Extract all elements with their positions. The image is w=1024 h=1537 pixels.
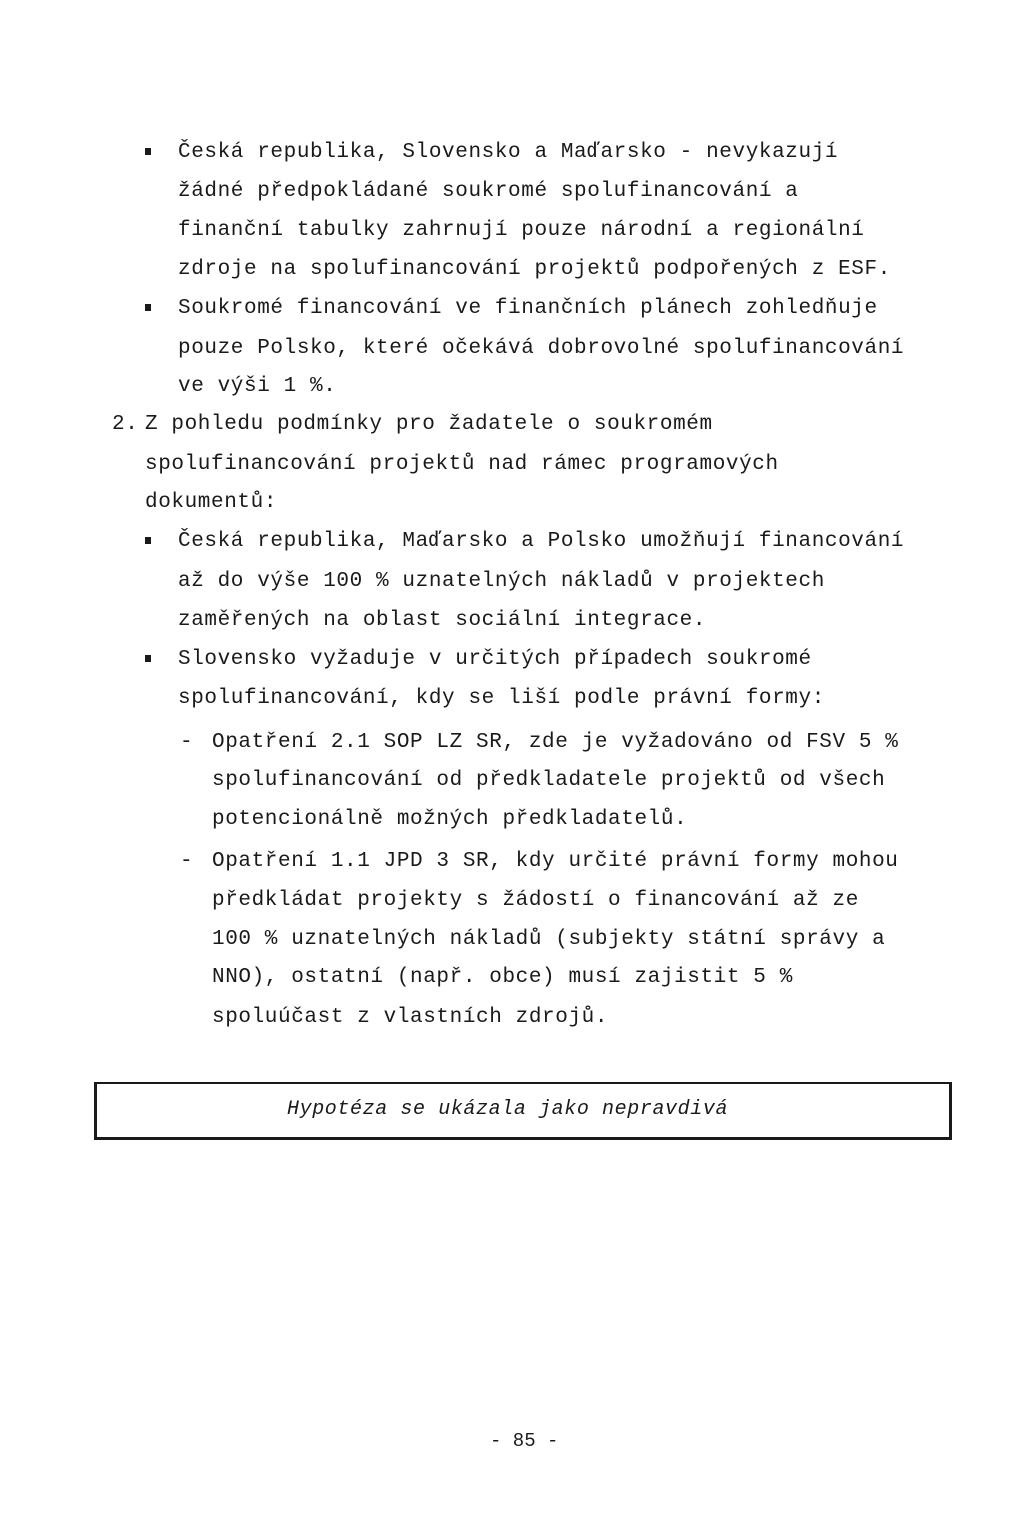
list-b-item2-line2: spolufinancování, kdy se liší podle právní formy: [178, 687, 825, 710]
dash-item2-line3: 100 % uznatelných nákladů (subjekty státní správy a [212, 928, 886, 951]
list-a-item2-line2: pouze Polsko, které očekává dobrovolné spolufinancování [178, 337, 905, 360]
list-b-item1-line1: Česká republika, Maďarsko a Polsko umožňují financování [178, 530, 905, 553]
list-b-item1-line3: zaměřených na oblast sociální integrace. [178, 609, 707, 632]
dash-marker: - [180, 731, 193, 754]
bullet-icon [145, 655, 151, 662]
conclusion-text: Hypotéza se ukázala jako nepravdivá [287, 1098, 729, 1121]
section-2-line3: dokumentů: [145, 491, 278, 514]
bullet-icon [145, 537, 151, 544]
list-a-item1-line1: Česká republika, Slovensko a Maďarsko - nevykazují [178, 141, 839, 164]
page-number: - 85 - [490, 1430, 559, 1452]
list-a-item2-line1: Soukromé financování ve finančních plánech zohledňuje [178, 297, 878, 320]
section-2-line1: Z pohledu podmínky pro žadatele o soukromém [145, 413, 713, 436]
section-2-number: 2. [112, 413, 139, 436]
dash-item2-line1: Opatření 1.1 JPD 3 SR, kdy určité právní formy mohou [212, 850, 899, 873]
bullet-icon [145, 304, 151, 311]
dash-item1-line1: Opatření 2.1 SOP LZ SR, zde je vyžadováno od FSV 5 % [212, 731, 899, 754]
dash-item1-line2: spolufinancování od předkladatele projektů od všech [212, 769, 886, 792]
list-a-item1-line4: zdroje na spolufinancování projektů podpořených z ESF. [178, 258, 891, 281]
dash-item2-line5: spoluúčast z vlastních zdrojů. [212, 1006, 609, 1029]
list-a-item1-line2: žádné předpokládané soukromé spolufinancování a [178, 180, 799, 203]
list-b-item2-line1: Slovensko vyžaduje v určitých případech soukromé [178, 648, 812, 671]
list-b-item1-line2: až do výše 100 % uznatelných nákladů v projektech [178, 570, 825, 593]
conclusion-box [94, 1082, 952, 1140]
dash-item2-line4: NNO), ostatní (např. obce) musí zajistit 5 % [212, 966, 793, 989]
section-2-line2: spolufinancování projektů nad rámec programových [145, 453, 779, 476]
dash-item1-line3: potencionálně možných předkladatelů. [212, 808, 688, 831]
dash-marker: - [180, 850, 193, 873]
list-a-item1-line3: finanční tabulky zahrnují pouze národní a regionální [178, 219, 865, 242]
list-a-item2-line3: ve výši 1 %. [178, 375, 337, 398]
dash-item2-line2: předkládat projekty s žádostí o financování až ze [212, 889, 859, 912]
bullet-icon [145, 148, 151, 155]
